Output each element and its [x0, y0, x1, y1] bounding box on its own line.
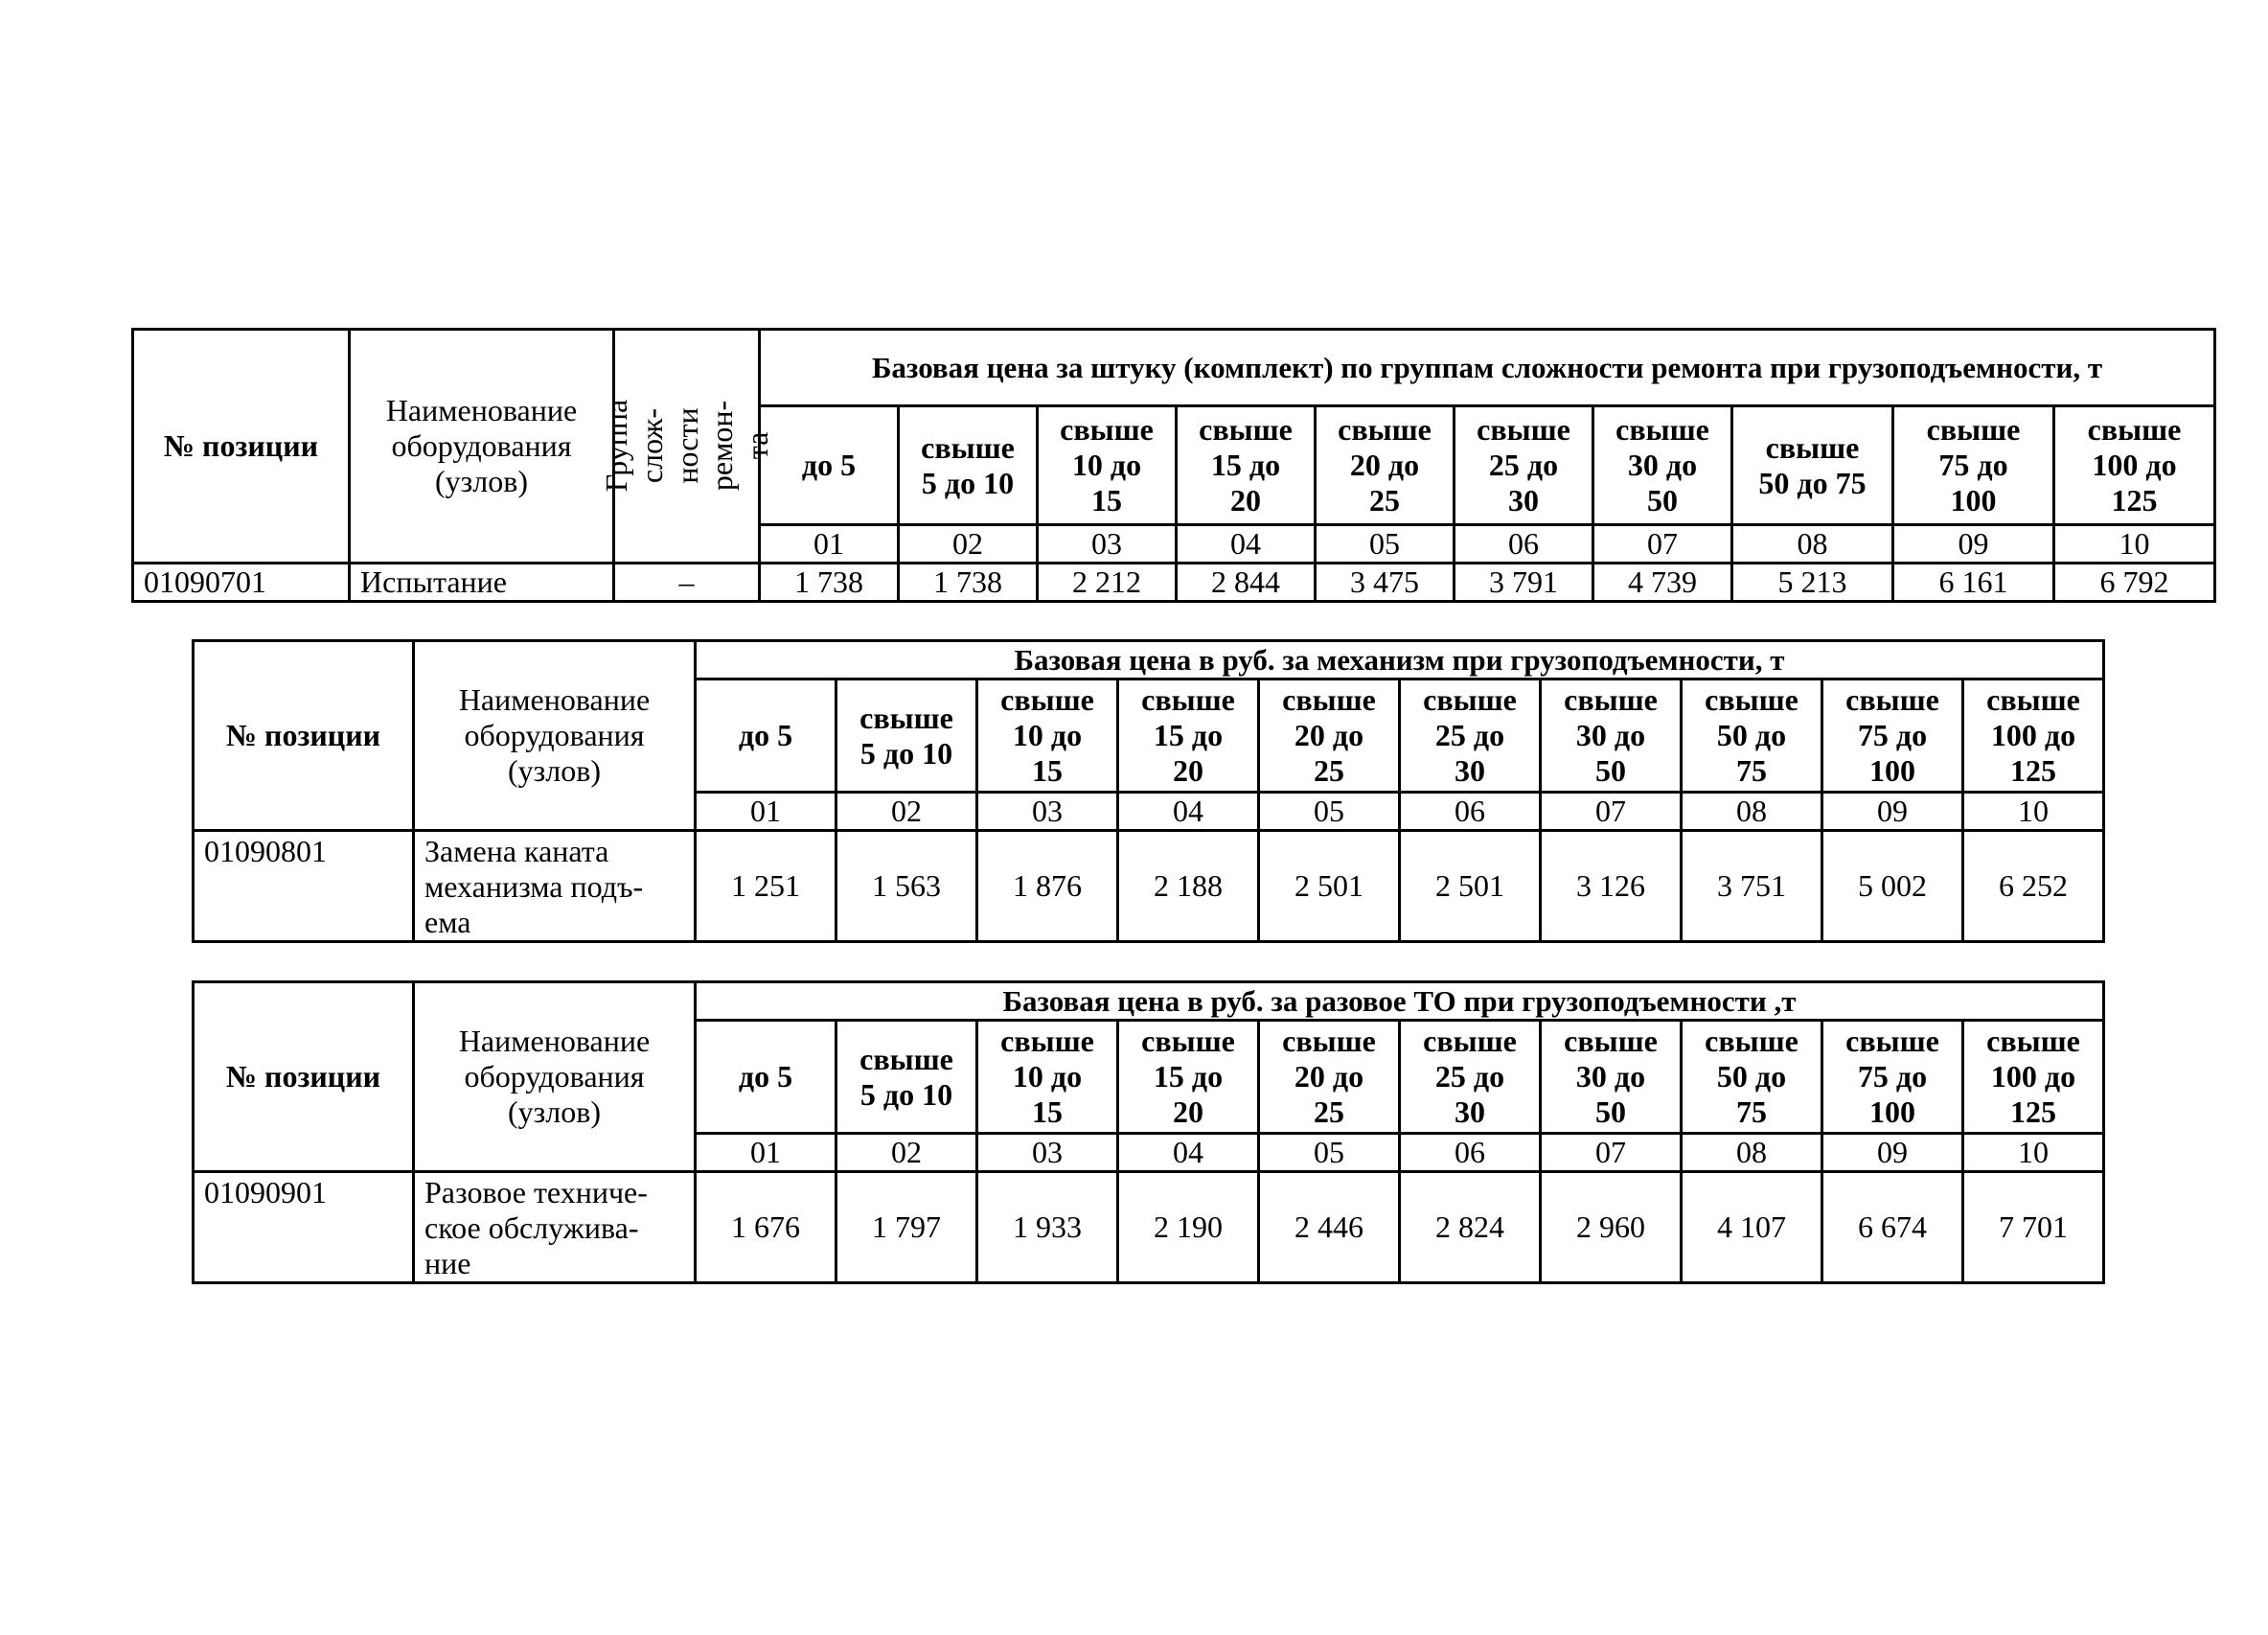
range-header-01: до 5 — [696, 1021, 836, 1134]
row-equipment-name: Замена каната механизма подъ- ема — [414, 831, 696, 942]
header-position: № позиции — [194, 982, 414, 1172]
range-header-05: свыше 20 до 25 — [1316, 406, 1455, 525]
price-table-rope-replacement — [192, 639, 2105, 943]
row-position: 01090801 — [194, 831, 414, 942]
price-cell-06: 3 791 — [1455, 563, 1593, 601]
range-header-10: свыше 100 до 125 — [1963, 1021, 2104, 1134]
price-cell-08: 4 107 — [1682, 1172, 1822, 1283]
range-code-09: 09 — [1893, 525, 2054, 564]
range-header-06: свыше 25 до 30 — [1400, 679, 1541, 793]
range-header-07: свыше 30 до 50 — [1541, 1021, 1682, 1134]
range-header-08: свыше 50 до 75 — [1682, 679, 1822, 793]
range-header-08: свыше 50 до 75 — [1682, 1021, 1822, 1134]
range-code-10: 10 — [1963, 1134, 2104, 1172]
range-code-08: 08 — [1682, 1134, 1822, 1172]
range-code-10: 10 — [1963, 793, 2104, 831]
range-code-04: 04 — [1118, 1134, 1259, 1172]
range-header-03: свыше 10 до 15 — [977, 1021, 1118, 1134]
price-cell-09: 6 674 — [1822, 1172, 1963, 1283]
range-code-03: 03 — [1038, 525, 1177, 564]
price-cell-02: 1 797 — [836, 1172, 977, 1283]
header-base-price-title: Базовая цена за штуку (комплект) по группам сложности ремонта при грузоподъемности, т — [760, 330, 2215, 406]
range-header-08: свыше 50 до 75 — [1732, 406, 1893, 525]
range-header-06: свыше 25 до 30 — [1455, 406, 1593, 525]
range-header-04: свыше 15 до 20 — [1118, 679, 1259, 793]
range-header-03: свыше 10 до 15 — [977, 679, 1118, 793]
range-code-09: 09 — [1822, 1134, 1963, 1172]
row-position: 01090901 — [194, 1172, 414, 1283]
price-cell-02: 1 563 — [836, 831, 977, 942]
header-base-price-title: Базовая цена в руб. за разовое ТО при грузоподъемности ,т — [696, 982, 2104, 1021]
row-equipment-name: Испытание — [350, 563, 614, 601]
price-cell-01: 1 676 — [696, 1172, 836, 1283]
price-cell-03: 1 933 — [977, 1172, 1118, 1283]
header-complexity-group — [598, 330, 774, 564]
range-header-02: свыше 5 до 10 — [899, 406, 1038, 525]
price-cell-02: 1 738 — [899, 563, 1038, 601]
range-code-07: 07 — [1593, 525, 1732, 564]
range-code-09: 09 — [1822, 793, 1963, 831]
range-code-02: 02 — [899, 525, 1038, 564]
range-code-01: 01 — [696, 793, 836, 831]
range-header-05: свыше 20 до 25 — [1259, 679, 1400, 793]
price-cell-04: 2 844 — [1177, 563, 1316, 601]
range-code-04: 04 — [1177, 525, 1316, 564]
range-code-05: 05 — [1259, 1134, 1400, 1172]
row-equipment-name: Разовое техниче- ское обслужива- ние — [414, 1172, 696, 1283]
range-header-06: свыше 25 до 30 — [1400, 1021, 1541, 1134]
price-cell-07: 4 739 — [1593, 563, 1732, 601]
price-cell-10: 6 252 — [1963, 831, 2104, 942]
price-table-maintenance — [192, 980, 2105, 1284]
range-code-06: 06 — [1455, 525, 1593, 564]
price-cell-07: 3 126 — [1541, 831, 1682, 942]
range-code-07: 07 — [1541, 1134, 1682, 1172]
range-header-01: до 5 — [696, 679, 836, 793]
range-code-06: 06 — [1400, 793, 1541, 831]
range-code-01: 01 — [760, 525, 899, 564]
header-position: № позиции — [133, 330, 350, 564]
range-code-02: 02 — [836, 1134, 977, 1172]
range-code-03: 03 — [977, 1134, 1118, 1172]
range-header-07: свыше 30 до 50 — [1593, 406, 1732, 525]
price-cell-03: 1 876 — [977, 831, 1118, 942]
range-code-01: 01 — [696, 1134, 836, 1172]
range-code-03: 03 — [977, 793, 1118, 831]
row-position: 01090701 — [133, 563, 350, 601]
price-cell-05: 2 501 — [1259, 831, 1400, 942]
header-complexity-group-label: Группа слож- ности ремон- та — [598, 400, 774, 493]
range-header-02: свыше 5 до 10 — [836, 1021, 977, 1134]
header-position: № позиции — [194, 641, 414, 831]
range-header-02: свыше 5 до 10 — [836, 679, 977, 793]
range-header-04: свыше 15 до 20 — [1177, 406, 1316, 525]
price-cell-08: 5 213 — [1732, 563, 1893, 601]
range-code-04: 04 — [1118, 793, 1259, 831]
price-cell-09: 5 002 — [1822, 831, 1963, 942]
price-cell-05: 2 446 — [1259, 1172, 1400, 1283]
price-cell-04: 2 190 — [1118, 1172, 1259, 1283]
price-table-testing — [131, 328, 2216, 603]
range-code-05: 05 — [1316, 525, 1455, 564]
price-cell-04: 2 188 — [1118, 831, 1259, 942]
price-cell-06: 2 501 — [1400, 831, 1541, 942]
range-header-01: до 5 — [760, 406, 899, 525]
header-base-price-title: Базовая цена в руб. за механизм при грузоподъемности, т — [696, 641, 2104, 679]
price-cell-09: 6 161 — [1893, 563, 2054, 601]
range-header-07: свыше 30 до 50 — [1541, 679, 1682, 793]
range-header-03: свыше 10 до 15 — [1038, 406, 1177, 525]
range-code-06: 06 — [1400, 1134, 1541, 1172]
range-header-04: свыше 15 до 20 — [1118, 1021, 1259, 1134]
range-header-10: свыше 100 до 125 — [2054, 406, 2215, 525]
range-header-09: свыше 75 до 100 — [1822, 1021, 1963, 1134]
range-header-10: свыше 100 до 125 — [1963, 679, 2104, 793]
range-code-10: 10 — [2054, 525, 2215, 564]
header-equipment-name: Наименование оборудования (узлов) — [414, 982, 696, 1172]
row-complexity-group: – — [614, 563, 760, 601]
range-code-05: 05 — [1259, 793, 1400, 831]
header-equipment-name: Наименование оборудования (узлов) — [414, 641, 696, 831]
range-header-09: свыше 75 до 100 — [1893, 406, 2054, 525]
price-cell-05: 3 475 — [1316, 563, 1455, 601]
price-cell-10: 7 701 — [1963, 1172, 2104, 1283]
range-code-08: 08 — [1732, 525, 1893, 564]
price-cell-01: 1 738 — [760, 563, 899, 601]
price-cell-08: 3 751 — [1682, 831, 1822, 942]
header-equipment-name: Наименование оборудования (узлов) — [350, 330, 614, 564]
range-code-02: 02 — [836, 793, 977, 831]
range-header-09: свыше 75 до 100 — [1822, 679, 1963, 793]
price-cell-07: 2 960 — [1541, 1172, 1682, 1283]
price-cell-10: 6 792 — [2054, 563, 2215, 601]
range-code-08: 08 — [1682, 793, 1822, 831]
range-header-05: свыше 20 до 25 — [1259, 1021, 1400, 1134]
range-code-07: 07 — [1541, 793, 1682, 831]
price-cell-01: 1 251 — [696, 831, 836, 942]
price-cell-06: 2 824 — [1400, 1172, 1541, 1283]
price-cell-03: 2 212 — [1038, 563, 1177, 601]
